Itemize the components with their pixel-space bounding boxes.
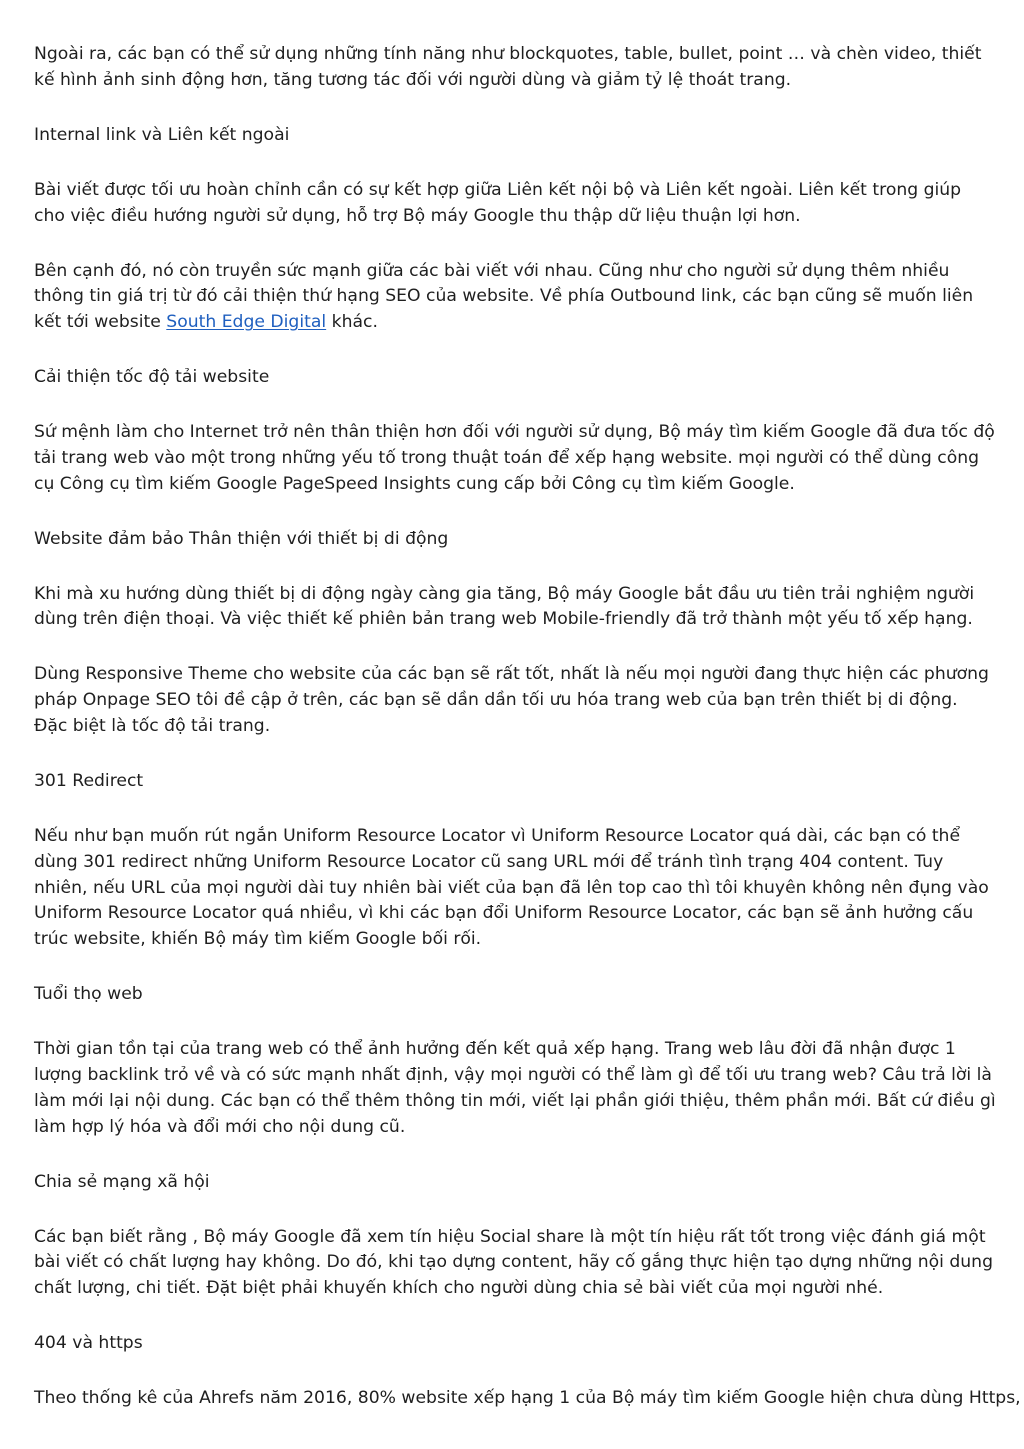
paragraph-web-age: Thời gian tồn tại của trang web có thể ảnh hưởng đến kết quả xếp hạng. Trang web lâu đời đã nhận được 1 lượng backlink trỏ về và có sức mạnh nhất định, vậy mọi người có thể làm gì để tối ưu trang web? Câu trả lời là làm mới lại nội dung. Các bạn có thể thêm thông tin mới, viết lại phần giới thiệu, thêm phần mới. Bất cứ điều gì làm hợp lý hóa và đổi mới cho nội dung cũ. [34, 1039, 996, 1137]
paragraph-speed: Sứ mệnh làm cho Internet trở nên thân thiện hơn đối với người sử dụng, Bộ máy tìm kiếm Google đã đưa tốc độ tải trang web vào một trong những yếu tố trong thuật toán để xếp hạng website. mọi người có thể dùng công cụ Công cụ tìm kiếm Google PageSpeed Insights cung cấp bởi Công cụ tìm kiếm Google. [34, 422, 995, 494]
paragraph-mobile: Khi mà xu hướng dùng thiết bị di động ngày càng gia tăng, Bộ máy Google bắt đầu ưu tiên trải nghiệm người dùng trên điện thoại. Và việc thiết kế phiên bản trang web Mobile-friendly đã trở thành một yếu tố xếp hạng. [34, 583, 975, 630]
heading-internal-link: Internal link và Liên kết ngoài [34, 124, 290, 145]
heading-https: 404 và https [34, 1333, 143, 1354]
paragraph-intro: Ngoài ra, các bạn có thể sử dụng những tính năng như blockquotes, table, bullet, point … và chèn video, thiết kế hình ảnh sinh động hơn, tăng tương tác đối với người dùng và giảm tỷ lệ thoát trang. [34, 44, 982, 90]
paragraph-internal-link: Bài viết được tối ưu hoàn chỉnh cần có sự kết hợp giữa Liên kết nội bộ và Liên kết ngoài. Liên kết trong giúp cho việc điều hướng người sử dụng, hỗ trợ Bộ máy Google thu thập dữ liệu thuận lợi hơn. [34, 179, 962, 226]
paragraph-redirect: Nếu như bạn muốn rút ngắn Uniform Resource Locator vì Uniform Resource Locator quá dài, các bạn có thể dùng 301 redirect những Uniform Resource Locator cũ sang URL mới để tránh tình trạng 404 content. Tuy nhiên, nếu URL của mọi người dài tuy nhiên bài viết của bạn đã lên top cao thì tôi khuyên không nên đụng vào Uniform Resource Locator quá nhiều, vì khi các bạn đổi Uniform Resource Locator, các bạn sẽ ảnh hưởng cấu trúc website, khiến Bộ máy tìm kiếm Google bối rối. [34, 826, 989, 950]
paragraph-outbound-link [34, 259, 996, 336]
heading-speed: Cải thiện tốc độ tải website [34, 367, 270, 388]
outbound-text-before: Bên cạnh đó, nó còn truyền sức mạnh giữa các bài viết với nhau. Cũng như cho người sử dụng thêm nhiều thông tin giá trị từ đó cải thiện thứ hạng SEO của website. Về phía Outbound link, các bạn cũng sẽ muốn liên kết tới website [34, 260, 974, 333]
heading-mobile: Website đảm bảo Thân thiện với thiết bị di động [34, 528, 449, 549]
south-edge-digital-link[interactable]: South Edge Digital [166, 312, 327, 333]
heading-redirect: 301 Redirect [34, 771, 144, 792]
outbound-text-after: khác. [326, 312, 378, 333]
heading-web-age: Tuổi thọ web [34, 984, 143, 1005]
document-page [34, 42, 1021, 1412]
heading-social: Chia sẻ mạng xã hội [34, 1171, 210, 1192]
paragraph-social: Các bạn biết rằng , Bộ máy Google đã xem tín hiệu Social share là một tín hiệu rất tốt trong việc đánh giá một bài viết có chất lượng hay không. Do đó, khi tạo dựng content, hãy cố gắng thực hiện tạo dựng những nội dung chất lượng, chi tiết. Đặt biệt phải khuyến khích cho người dùng chia sẻ bài viết của mọi người nhé. [34, 1226, 993, 1299]
paragraph-responsive: Dùng Responsive Theme cho website của các bạn sẽ rất tốt, nhất là nếu mọi người đang thực hiện các phương pháp Onpage SEO tôi đề cập ở trên, các bạn sẽ dần dần tối ưu hóa trang web của bạn trên thiết bị di động. Đặc biệt là tốc độ tải trang. [34, 664, 989, 737]
paragraph-https: Theo thống kê của Ahrefs năm 2016, 80% website xếp hạng 1 của Bộ máy tìm kiếm Google hiện chưa dùng Https, [34, 1388, 1021, 1409]
